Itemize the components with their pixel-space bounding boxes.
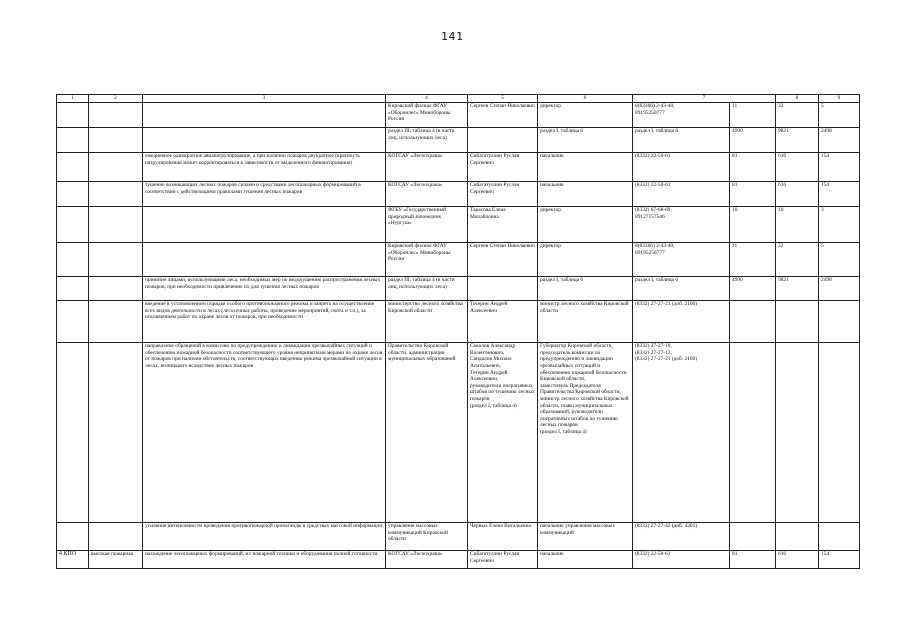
cell-count-b: 9821 — [776, 276, 819, 300]
cell-class — [57, 342, 89, 522]
cell-measure — [143, 127, 386, 152]
cell-person — [468, 127, 538, 152]
cell-count-a: 81 — [730, 152, 776, 181]
fire-danger-measures-table — [56, 94, 860, 569]
header-col-3: 3 — [143, 95, 386, 103]
cell-count-b: 10 — [776, 206, 819, 242]
cell-organization: министерство лесного хозяйства Кировской области — [386, 300, 468, 342]
cell-danger-level — [89, 342, 143, 522]
cell-class — [57, 276, 89, 300]
cell-phone: (8332) 27-27-21 (доб. 2100) — [633, 300, 730, 342]
cell-phone: 8(83366) 2-43-40, 89195250777 — [633, 102, 730, 127]
cell-class — [57, 102, 89, 127]
cell-count-b: 616 — [776, 550, 819, 568]
cell-measure: тушение возникающих лесных пожаров силами и средствами лесопожарных формирований в соответствии с действующими правилами тушения лесных пожаров — [143, 181, 386, 206]
cell-phone: (8332) 22-50-61 — [633, 550, 730, 568]
cell-person: Сибагатуллин Руслан Сергеевич — [468, 181, 538, 206]
cell-class — [57, 242, 89, 276]
cell-count-c — [819, 522, 860, 550]
table-row — [57, 206, 860, 242]
cell-danger-level — [89, 181, 143, 206]
cell-danger-level — [89, 242, 143, 276]
cell-danger-level — [89, 102, 143, 127]
header-col-2: 2 — [89, 95, 143, 103]
cell-count-b: 616 — [776, 181, 819, 206]
cell-count-b — [776, 522, 819, 550]
cell-danger-level — [89, 522, 143, 550]
cell-danger-level: высокая пожарная — [89, 550, 143, 568]
cell-count-c: 154 — [819, 181, 860, 206]
cell-organization: Кировский филиал ФГАУ «Оборонлес» Минобороны России — [386, 102, 468, 127]
cell-position: Губернатор Кировской области, председатель комиссии по предупреждению и ликвидации чрезвычайных ситуаций и обеспечению пожарной безопасности Кировской области, заместитель Председателя Правительства Кировской области, министр лесного хозяйства Кировской области, главы муниципальных образований, руководители оперативных штабов по тушению лесных пожаров (раздел I, таблица 4) — [538, 342, 633, 522]
cell-position: директор — [538, 206, 633, 242]
cell-count-a: 11 — [730, 102, 776, 127]
header-col-9: 9 — [819, 95, 860, 103]
header-col-6: 6 — [538, 95, 633, 103]
table-row — [57, 522, 860, 550]
cell-phone: раздел I, таблица 6 — [633, 127, 730, 152]
cell-position: начальник управления массовых коммуникаций — [538, 522, 633, 550]
cell-position: раздел I, таблица 6 — [538, 127, 633, 152]
table-row — [57, 152, 860, 181]
cell-count-a: 4990 — [730, 127, 776, 152]
cell-count-a: 11 — [730, 242, 776, 276]
cell-count-b: 616 — [776, 152, 819, 181]
cell-phone: (8332) 27-27-42 (доб. 4201) — [633, 522, 730, 550]
cell-phone: раздел I, таблица 6 — [633, 276, 730, 300]
cell-phone: (8332) 27-27-10, (8332) 27-27-13, (8332) 27-27-21 (доб. 2100) — [633, 342, 730, 522]
table-row — [57, 181, 860, 206]
cell-danger-level — [89, 276, 143, 300]
cell-measure: нахождение лесопожарных формирований, их пожарной техники и оборудования полной готовности. — [143, 550, 386, 568]
cell-count-a — [730, 342, 776, 522]
table-row — [57, 127, 860, 152]
cell-person: Тарасова Елена Михайловна — [468, 206, 538, 242]
cell-measure: ежедневное однократное авиапатрулирование, а при наличии пожаров двукратное (кратность патрулирования может корректироваться в зависимости от выделенного финансирования) — [143, 152, 386, 181]
cell-class: 4 КПО — [57, 550, 89, 568]
cell-measure — [143, 242, 386, 276]
cell-count-a: 81 — [730, 181, 776, 206]
cell-measure — [143, 102, 386, 127]
cell-count-b: 32 — [776, 242, 819, 276]
cell-class — [57, 300, 89, 342]
cell-count-a: 81 — [730, 550, 776, 568]
cell-count-c: 5 — [819, 102, 860, 127]
cell-count-c: 2498 — [819, 127, 860, 152]
cell-count-b: 9821 — [776, 127, 819, 152]
header-col-5: 5 — [468, 95, 538, 103]
cell-organization: управление массовых коммуникаций Кировской области — [386, 522, 468, 550]
cell-count-c: 154 — [819, 550, 860, 568]
cell-phone: 8(83366) 2-43-40, 89195250777 — [633, 242, 730, 276]
cell-count-c: 2498 — [819, 276, 860, 300]
cell-count-c: 3 — [819, 206, 860, 242]
cell-person: Соколов Александр Валентинович, Сандалов Михаил Анатольевич, Тетерин Андрей Алексеевич, руководители оперативных штабов по тушению лесных пожаров (раздел I, таблица 4) — [468, 342, 538, 522]
cell-position: директор — [538, 242, 633, 276]
cell-danger-level — [89, 300, 143, 342]
table-row — [57, 242, 860, 276]
cell-count-c: 154 — [819, 152, 860, 181]
table-row — [57, 342, 860, 522]
cell-danger-level — [89, 127, 143, 152]
cell-person: Черных Елена Витальевна — [468, 522, 538, 550]
cell-phone: (8332) 22-50-61 — [633, 181, 730, 206]
cell-person: Сергеев Степан Николаевич — [468, 242, 538, 276]
header-col-7: 7 — [633, 95, 776, 103]
cell-count-a: 10 — [730, 206, 776, 242]
cell-organization: КОГСАУ «Лесоохрана» — [386, 550, 468, 568]
cell-measure: введение в установленном порядке особого противопожарного режима и запрета на осуществление всех видов деятельности в лесах (лесосечные работы, проведение мероприятий, охота и т.п.), за исключением работ по охране лесов от пожаров, при необходимости — [143, 300, 386, 342]
table-row — [57, 300, 860, 342]
cell-position: раздел I, таблица 6 — [538, 276, 633, 300]
cell-count-b — [776, 342, 819, 522]
cell-organization: раздел III, таблица 4 (в части лиц, использующих леса) — [386, 127, 468, 152]
cell-count-a: 4990 — [730, 276, 776, 300]
cell-organization: Кировский филиал ФГАУ «Оборонлес» Минобороны России — [386, 242, 468, 276]
cell-count-c — [819, 300, 860, 342]
cell-measure: принятие лицами, использующими леса, необходимых мер по недопущению распространения лесных пожаров, при необходимости привлечение их для тушения лесных пожаров — [143, 276, 386, 300]
cell-class — [57, 522, 89, 550]
cell-position: министр лесного хозяйства Кировской области — [538, 300, 633, 342]
header-col-4: 4 — [386, 95, 468, 103]
cell-organization: Правительство Кировской области, администрации муниципальных образований — [386, 342, 468, 522]
cell-phone: (8332) 22-50-61 — [633, 152, 730, 181]
cell-class — [57, 181, 89, 206]
page-number: 141 — [441, 30, 464, 43]
cell-count-c: 5 — [819, 242, 860, 276]
cell-organization: ФГБУ «Государственный природный заповедник «Нургуш» — [386, 206, 468, 242]
cell-danger-level — [89, 206, 143, 242]
table-row — [57, 276, 860, 300]
cell-position: начальник — [538, 181, 633, 206]
cell-measure: усиление интенсивности проведения противопожарной пропаганды в средствах массовой информации — [143, 522, 386, 550]
table-row — [57, 550, 860, 568]
cell-organization: КОГСАУ «Лесоохрана» — [386, 152, 468, 181]
cell-count-a — [730, 522, 776, 550]
cell-count-b: 32 — [776, 102, 819, 127]
cell-measure: направление обращений в комиссию по предупреждению и ликвидации чрезвычайных ситуаций и обеспечению пожарной безопасности соответствующего уровня непринятыми мерами по охране лесов от пожаров при наличии обстоятельств, соответствующих введению режима чрезвычайной ситуации в лесах, возникшего вследствие лесных пожаров — [143, 342, 386, 522]
cell-class — [57, 127, 89, 152]
cell-position: директор — [538, 102, 633, 127]
cell-position: начальник — [538, 152, 633, 181]
cell-count-b — [776, 300, 819, 342]
cell-person: Тетерин Андрей Алексеевич — [468, 300, 538, 342]
table-row — [57, 102, 860, 127]
cell-person: Сибагатуллин Руслан Сергеевич — [468, 152, 538, 181]
cell-person: Сибагатуллин Руслан Сергеевич — [468, 550, 538, 568]
cell-danger-level — [89, 152, 143, 181]
cell-organization: КОГСАУ «Лесоохрана» — [386, 181, 468, 206]
cell-person: Сергеев Степан Николаевич — [468, 102, 538, 127]
cell-phone: (8332) 67-68-69, 89127157546 — [633, 206, 730, 242]
cell-person — [468, 276, 538, 300]
cell-count-c — [819, 342, 860, 522]
header-row — [57, 95, 860, 103]
header-col-8: 8 — [776, 95, 819, 103]
cell-measure — [143, 206, 386, 242]
cell-class — [57, 152, 89, 181]
cell-class — [57, 206, 89, 242]
cell-position: начальник — [538, 550, 633, 568]
cell-organization: раздел III, таблица 4 (в части лиц, использующих леса) — [386, 276, 468, 300]
cell-count-a — [730, 300, 776, 342]
header-col-1: 1 — [57, 95, 89, 103]
